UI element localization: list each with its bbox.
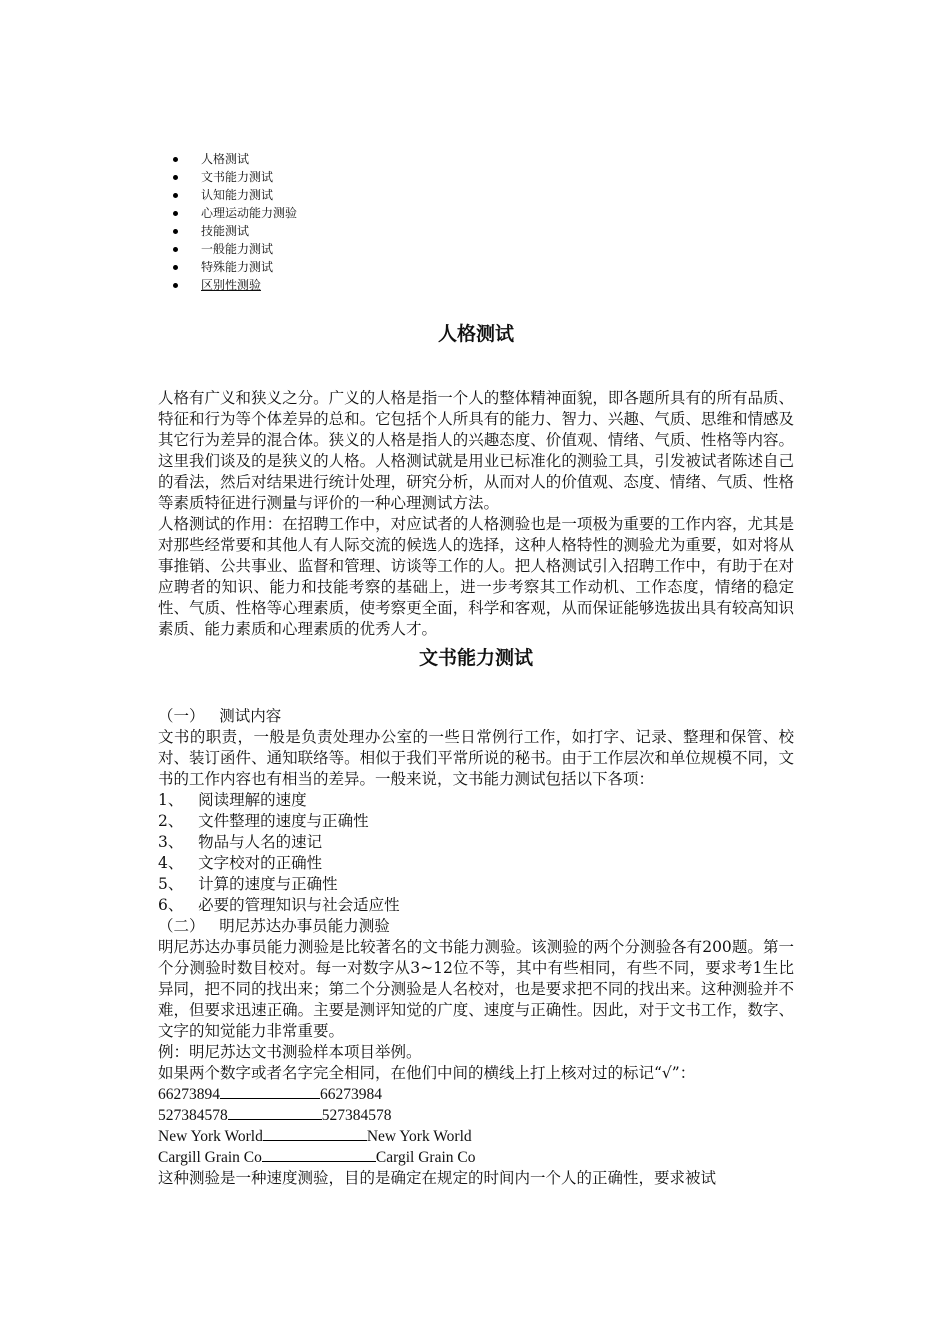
comparison-pair: [158, 1084, 794, 1105]
pair-right: New York World: [366, 1128, 472, 1145]
toc-link[interactable]: 特殊能力测试: [201, 260, 274, 274]
answer-line[interactable]: [228, 1105, 322, 1120]
comparison-pair: [158, 1126, 794, 1147]
toc-link[interactable]: 技能测试: [201, 224, 250, 238]
instruction: 如果两个数字或者名字完全相同，在他们中间的横线上打上核对过的标记“√”：: [158, 1064, 696, 1082]
toc-link[interactable]: 区别性测验: [201, 278, 262, 292]
toc-item[interactable]: [170, 150, 806, 168]
paragraph: 这种测验是一种速度测验，目的是确定在规定的时间内一个人的正确性，要求被试: [158, 1169, 717, 1187]
list-item: 4、 文字校对的正确性: [158, 854, 323, 872]
toc-item[interactable]: [170, 186, 806, 204]
toc-link[interactable]: 心理运动能力测验: [201, 206, 298, 220]
toc-link[interactable]: 认知能力测试: [201, 188, 274, 202]
bullet-icon: [173, 175, 178, 180]
answer-line[interactable]: [263, 1126, 367, 1141]
toc-item[interactable]: [170, 222, 806, 240]
paragraph: 明尼苏达办事员能力测验是比较著名的文书能力测验。该测验的两个分测验各有200题。第一个分测验时数目校对。每一对数字从3~12位不等，其中有些相同，有些不同，要求考1生比异同，把不同的找出来；第二个分测验是人名校对，也是要求把不同的找出来。这种测验并不难，但要求迅速正确。主要是测评知觉的广度、速度与正确性。因此，对于文书工作，数字、文字的知觉能力非常重要。: [158, 938, 794, 1040]
pair-left: 66273894: [158, 1086, 220, 1103]
table-of-contents: [170, 150, 806, 294]
toc-item[interactable]: [170, 204, 806, 222]
example-intro: 例：明尼苏达文书测验样本项目举例。: [158, 1043, 422, 1061]
pair-left: 527384578: [158, 1107, 228, 1124]
toc-link[interactable]: 一般能力测试: [201, 242, 274, 256]
section-heading-clerical: 文书能力测试: [418, 647, 533, 669]
comparison-pair: [158, 1147, 794, 1168]
bullet-icon: [173, 193, 178, 198]
pair-left: Cargill Grain Co: [158, 1149, 262, 1166]
pair-right: 527384578: [321, 1107, 392, 1124]
bullet-icon: [173, 229, 178, 234]
pair-right: 66273984: [320, 1086, 382, 1103]
list-item: 5、 计算的速度与正确性: [158, 875, 338, 893]
pair-right: Cargil Grain Co: [375, 1149, 476, 1166]
toc-item[interactable]: [170, 168, 806, 186]
bullet-icon: [173, 157, 178, 162]
list-item: 2、 文件整理的速度与正确性: [158, 812, 369, 830]
toc-link[interactable]: 人格测试: [201, 152, 250, 166]
list-item: 1、 阅读理解的速度: [158, 791, 307, 809]
answer-line[interactable]: [262, 1147, 376, 1162]
bullet-icon: [173, 247, 178, 252]
paragraph: 文书的职责，一般是负责处理办公室的一些日常例行工作，如打字、记录、整理和保管、校对、装订函件、通知联络等。相似于我们平常所说的秘书。由于工作层次和单位规模不同，文书的工作内容也有相当的差异。一般来说，文书能力测试包括以下各项：: [158, 728, 794, 788]
toc-item[interactable]: [170, 276, 806, 294]
paragraph: 人格有广义和狭义之分。广义的人格是指一个人的整体精神面貌，即各题所具有的所有品质、特征和行为等个体差异的总和。它包括个人所具有的能力、智力、兴趣、气质、思维和情感及其它行为差异的混合体。狭义的人格是指人的兴趣态度、价值观、情绪、气质、性格等内容。这里我们谈及的是狭义的人格。人格测试就是用业已标准化的测验工具，引发被试者陈述自己的看法，然后对结果进行统计处理，研究分析，从而对人的价值观、态度、情绪、气质、性格等素质特征进行测量与评价的一种心理测试方法。: [158, 389, 794, 512]
paragraph: 人格测试的作用：在招聘工作中，对应试者的人格测验也是一项极为重要的工作内容，尤其是对那些经常要和其他人有人际交流的候选人的选择，这种人格特性的测验尤为重要，如对将从事推销、公共事业、监督和管理、访谈等工作的人。把人格测试引入招聘工作中，有助于在对应聘者的知识、能力和技能考察的基础上，进一步考察其工作动机、工作态度，情绪的稳定性、气质、性格等心理素质，使考察更全面，科学和客观，从而保证能够选拔出具有较高知识素质、能力素质和心理素质的优秀人才。: [158, 515, 794, 638]
toc-item[interactable]: [170, 240, 806, 258]
bullet-icon: [173, 283, 178, 288]
toc-link[interactable]: 文书能力测试: [201, 170, 274, 184]
list-item: 3、 物品与人名的速记: [158, 833, 323, 851]
bullet-icon: [173, 211, 178, 216]
list-item: 6、 必要的管理知识与社会适应性: [158, 896, 400, 914]
document-page: [158, 150, 794, 1189]
section-heading-personality: 人格测试: [437, 323, 514, 345]
answer-line[interactable]: [220, 1084, 320, 1099]
subheading: （一） 测试内容: [158, 707, 282, 725]
toc-item[interactable]: [170, 258, 806, 276]
subheading: （二） 明尼苏达办事员能力测验: [158, 917, 390, 935]
bullet-icon: [173, 265, 178, 270]
pair-left: New York World: [158, 1128, 263, 1145]
comparison-pair: [158, 1105, 794, 1126]
